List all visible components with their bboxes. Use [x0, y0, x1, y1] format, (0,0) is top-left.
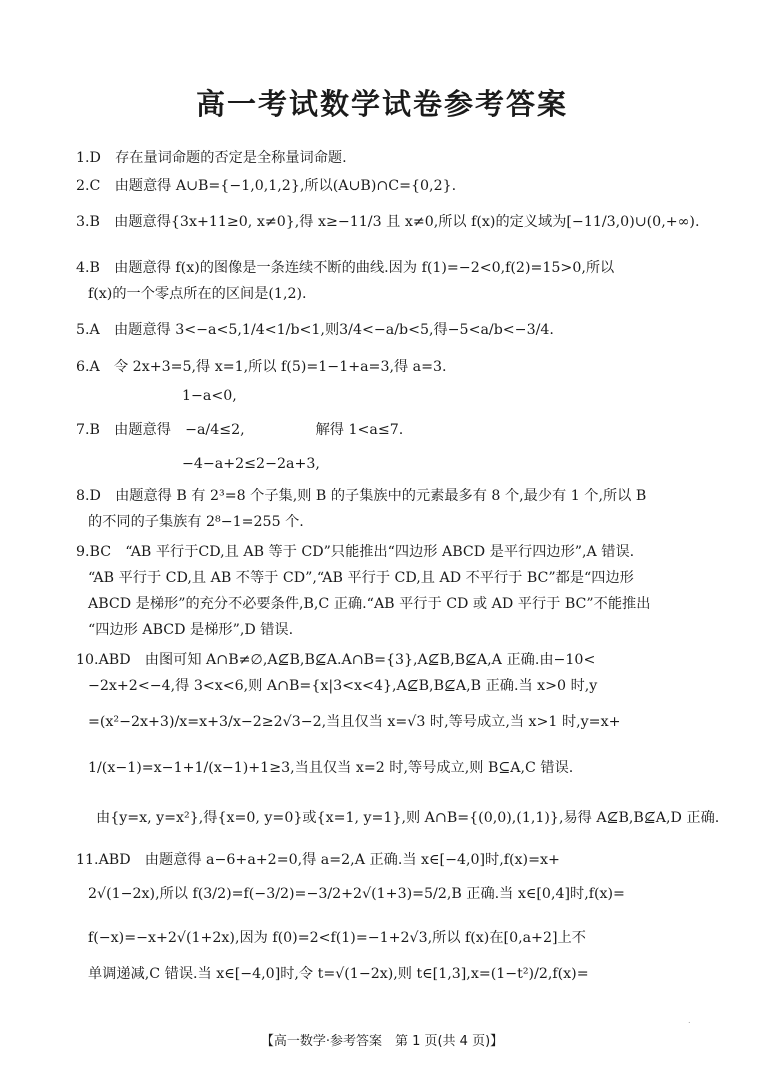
corner-mark: . [688, 1016, 691, 1025]
answer-4: 4.B 由题意得 f(x)的图像是一条连续不断的曲线.因为 f(1)=−2<0,f(2)=15>0,所以 [76, 260, 615, 276]
answer-1: 1.D 存在量词命题的否定是全称量词命题. [76, 150, 347, 166]
answer-9-cont1: “AB 平行于 CD,且 AB 不等于 CD”,“AB 平行于 CD,且 AD 不平行于 BC”都是“四边形 [88, 570, 634, 586]
answer-6: 6.A 令 2x+3=5,得 x=1,所以 f(5)=1−1+a=3,得 a=3. [76, 359, 447, 375]
answer-7-row3: −4−a+2≤2−2a+3, [182, 456, 320, 472]
answer-10-cont2: =(x²−2x+3)/x=x+3/x−2≥2√3−2,当且仅当 x=√3 时,等号成立,当 x>1 时,y=x+ [88, 714, 621, 730]
answer-10-cont1: −2x+2<−4,得 3<x<6,则 A∩B={x|3<x<4},A⊈B,B⊈A,B 正确.当 x>0 时,y [88, 678, 598, 694]
answer-3: 3.B 由题意得{3x+11≥0, x≠0},得 x≥−11/3 且 x≠0,所以 f(x)的定义域为[−11/3,0)∪(0,+∞). [76, 214, 700, 230]
answer-7-row1: 1−a<0, [182, 388, 237, 404]
answer-9: 9.BC “AB 平行于CD,且 AB 等于 CD”只能推出“四边形 ABCD 是平行四边形”,A 错误. [76, 544, 635, 560]
answer-11-cont1: 2√(1−2x),所以 f(3/2)=f(−3/2)=−3/2+2√(1+3)=5/2,B 正确.当 x∈[0,4]时,f(x)= [88, 886, 625, 902]
page-title: 高一考试数学试卷参考答案 [195, 87, 568, 121]
answer-8: 8.D 由题意得 B 有 2³=8 个子集,则 B 的子集族中的元素最多有 8 个,最少有 1 个,所以 B [76, 488, 647, 504]
answer-5: 5.A 由题意得 3<−a<5,1/4<1/b<1,则3/4<−a/b<5,得−5<a/b<−3/4. [76, 322, 554, 338]
answer-9-cont2: ABCD 是梯形”的充分不必要条件,B,C 正确.“AB 平行于 CD 或 AD 平行于 BC”不能推出 [88, 596, 651, 612]
answer-4-cont: f(x)的一个零点所在的区间是(1,2). [88, 286, 307, 302]
answer-11-cont3: 单调递减,C 错误.当 x∈[−4,0]时,令 t=√(1−2x),则 t∈[1,3],x=(1−t²)/2,f(x)= [88, 966, 589, 982]
answer-10-cont3: 1/(x−1)=x−1+1/(x−1)+1≥3,当且仅当 x=2 时,等号成立,则 B⊆A,C 错误. [88, 760, 574, 776]
answer-10: 10.ABD 由图可知 A∩B≠∅,A⊈B,B⊈A.A∩B={3},A⊈B,B⊈A,A 正确.由−10< [76, 652, 596, 668]
page-footer: 【高一数学·参考答案 第 1 页(共 4 页)】 [260, 1034, 504, 1049]
answer-7: 7.B 由题意得 −a/4≤2, 解得 1<a≤7. [76, 422, 404, 438]
answer-11-cont2: f(−x)=−x+2√(1+2x),因为 f(0)=2<f(1)=−1+2√3,所以 f(x)在[0,a+2]上不 [88, 930, 586, 946]
answer-9-cont3: “四边形 ABCD 是梯形”,D 错误. [88, 622, 294, 638]
answer-8-cont: 的不同的子集族有 2⁸−1=255 个. [88, 514, 304, 530]
answer-10-cont4: 由{y=x, y=x²},得{x=0, y=0}或{x=1, y=1},则 A∩B={(0,0),(1,1)},易得 A⊈B,B⊈A,D 正确. [96, 810, 720, 826]
answer-11: 11.ABD 由题意得 a−6+a+2=0,得 a=2,A 正确.当 x∈[−4,0]时,f(x)=x+ [76, 852, 560, 868]
answer-2: 2.C 由题意得 A∪B={−1,0,1,2},所以(A∪B)∩C={0,2}. [76, 178, 457, 194]
